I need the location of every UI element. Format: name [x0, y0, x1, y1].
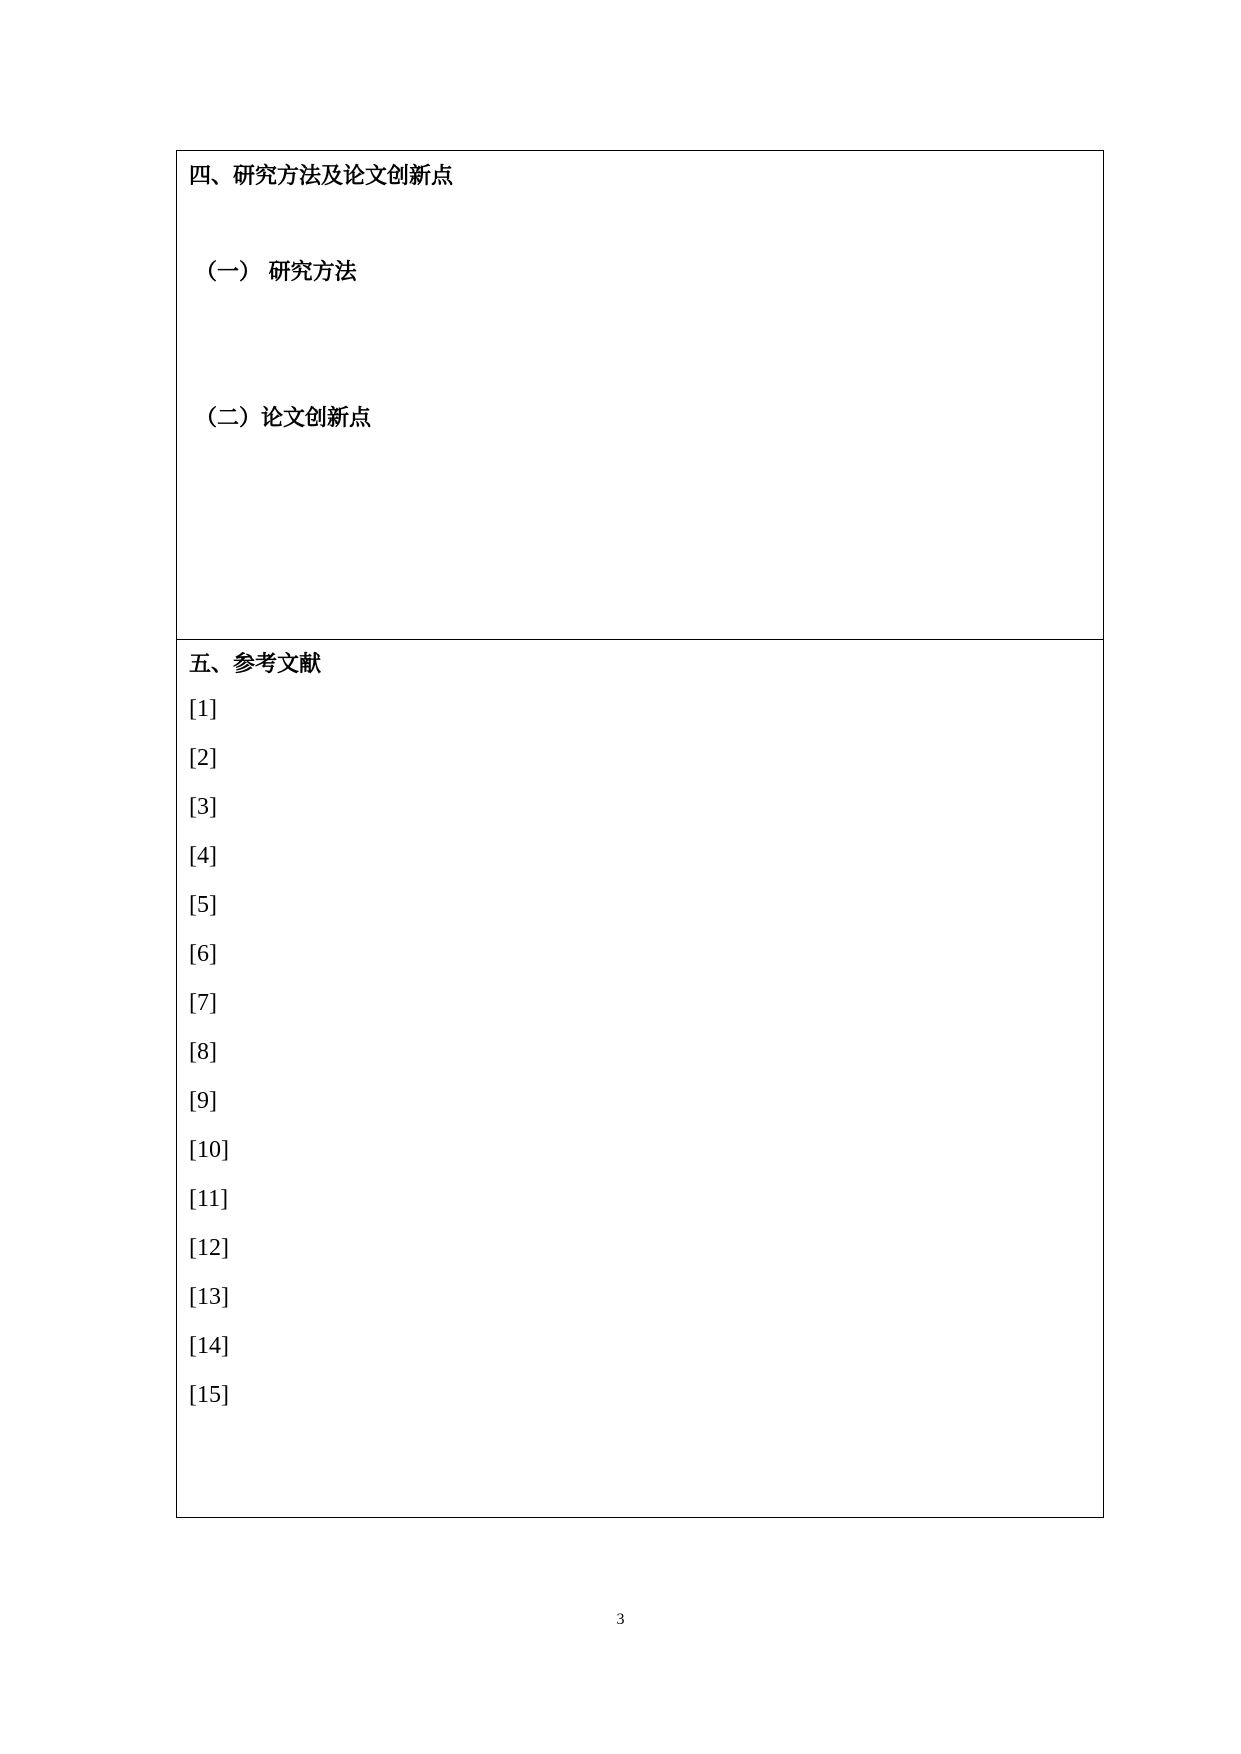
reference-item: [5]: [189, 892, 217, 918]
references-section: [177, 640, 1103, 1517]
reference-item: [14]: [189, 1333, 229, 1359]
reference-item: [9]: [189, 1088, 217, 1114]
page-number: 3: [616, 1611, 625, 1628]
reference-item: [15]: [189, 1382, 229, 1408]
reference-item: [12]: [189, 1235, 229, 1261]
reference-item: [3]: [189, 794, 217, 820]
proposal-form-table: [176, 150, 1104, 1518]
reference-item: [1]: [189, 696, 217, 722]
reference-item: [6]: [189, 941, 217, 967]
section-five-title: 五、参考文献: [189, 652, 322, 677]
reference-item: [2]: [189, 745, 217, 771]
research-methods-subheading: （一） 研究方法: [195, 260, 357, 285]
reference-item: [8]: [189, 1039, 217, 1065]
reference-item: [7]: [189, 990, 217, 1016]
research-methods-section: [177, 151, 1103, 640]
reference-item: [4]: [189, 843, 217, 869]
section-four-title: 四、研究方法及论文创新点: [189, 164, 454, 189]
reference-list: [189, 696, 229, 1431]
reference-item: [11]: [189, 1186, 229, 1212]
reference-item: [13]: [189, 1284, 229, 1310]
innovation-points-subheading: （二）论文创新点: [195, 406, 372, 431]
reference-item: [10]: [189, 1137, 229, 1163]
